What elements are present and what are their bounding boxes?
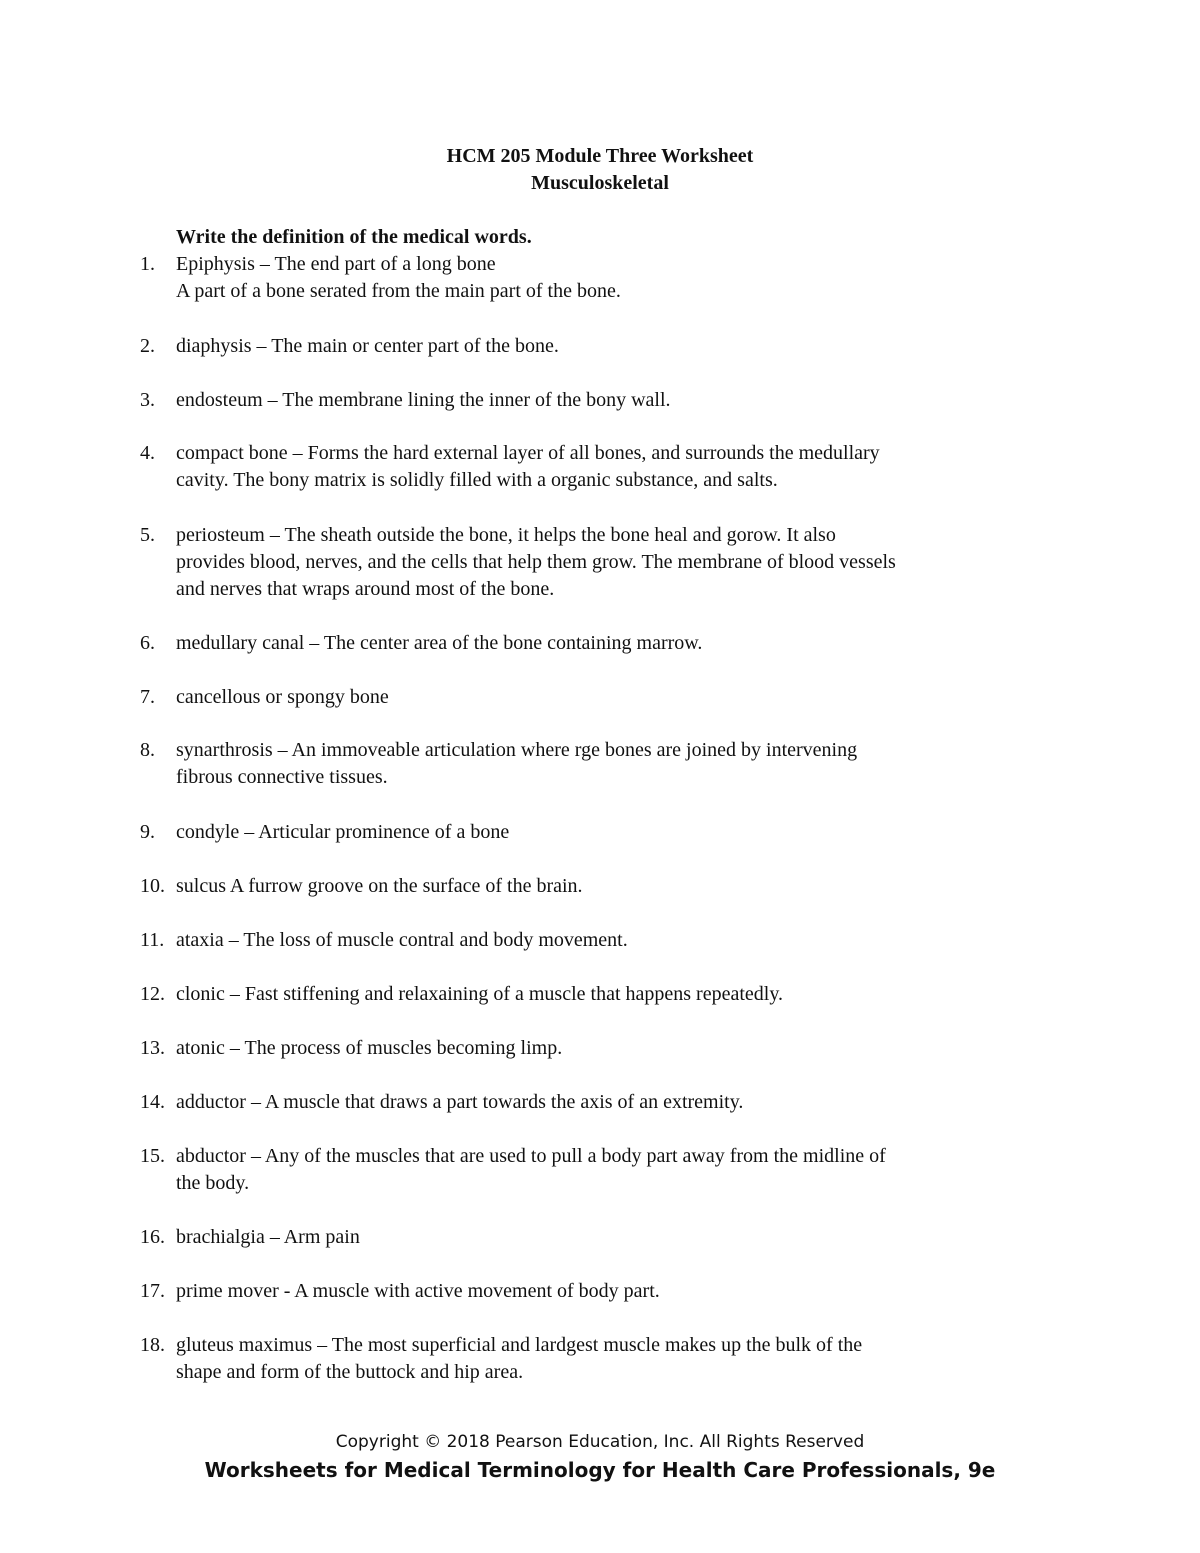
definition-line: sulcus A furrow groove on the surface of the brain. — [176, 875, 583, 897]
definition-line: the body. — [176, 1172, 250, 1194]
list-item — [140, 440, 1030, 494]
item-definition — [176, 737, 1030, 791]
definition-line: prime mover - A muscle with active movement of body part. — [176, 1280, 660, 1302]
list-item — [140, 873, 1030, 900]
item-definition — [176, 1035, 1030, 1062]
list-item — [140, 1224, 1030, 1251]
definition-line: abductor – Any of the muscles that are used to pull a body part away from the midline of — [176, 1145, 886, 1167]
definition-line: adductor – A muscle that draws a part towards the axis of an extremity. — [176, 1091, 744, 1113]
definition-line: Epiphysis – The end part of a long bone — [176, 253, 496, 275]
definition-line: medullary canal – The center area of the bone containing marrow. — [176, 632, 703, 654]
definition-line: clonic – Fast stiffening and relaxaining of a muscle that happens repeatedly. — [176, 983, 784, 1005]
item-number: 4. — [140, 442, 155, 464]
definition-line: ataxia – The loss of muscle contral and body movement. — [176, 929, 628, 951]
definition-line: A part of a bone serated from the main part of the bone. — [176, 280, 621, 302]
item-number: 3. — [140, 389, 155, 411]
list-item — [140, 387, 1030, 414]
item-number: 16. — [140, 1226, 165, 1248]
page-title: HCM 205 Module Three Worksheet — [446, 145, 754, 167]
item-number: 11. — [140, 929, 165, 951]
list-item — [140, 630, 1030, 657]
instructions: Write the definition of the medical words. — [176, 226, 532, 248]
definition-line: provides blood, nerves, and the cells that help them grow. The membrane of blood vessels — [176, 551, 896, 573]
item-definition — [176, 981, 1030, 1008]
item-definition — [176, 387, 1030, 414]
list-item — [140, 737, 1030, 791]
definition-line: synarthrosis – An immoveable articulation where rge bones are joined by intervening — [176, 739, 858, 761]
item-definition — [176, 1278, 1030, 1305]
item-number: 18. — [140, 1334, 165, 1356]
item-definition — [176, 1089, 1030, 1116]
definition-line: condyle – Articular prominence of a bone — [176, 821, 510, 843]
list-item — [140, 251, 1030, 305]
definition-line: fibrous connective tissues. — [176, 766, 388, 788]
list-item — [140, 1278, 1030, 1305]
list-item — [140, 1035, 1030, 1062]
definition-line: gluteus maximus – The most superficial and lardgest muscle makes up the bulk of the — [176, 1334, 863, 1356]
definition-line: and nerves that wraps around most of the bone. — [176, 578, 555, 600]
item-number: 14. — [140, 1091, 165, 1113]
item-number: 9. — [140, 821, 155, 843]
item-definition — [176, 630, 1030, 657]
definition-line: cancellous or spongy bone — [176, 686, 389, 708]
item-number: 17. — [140, 1280, 165, 1302]
item-number: 6. — [140, 632, 155, 654]
item-definition — [176, 873, 1030, 900]
list-item — [140, 684, 1030, 711]
item-number: 1. — [140, 253, 155, 275]
definition-line: endosteum – The membrane lining the inner of the bony wall. — [176, 389, 671, 411]
title-block — [0, 143, 1200, 197]
item-number: 10. — [140, 875, 165, 897]
item-number: 15. — [140, 1145, 165, 1167]
item-number: 7. — [140, 686, 155, 708]
definition-line: atonic – The process of muscles becoming limp. — [176, 1037, 563, 1059]
definition-line: diaphysis – The main or center part of the bone. — [176, 335, 559, 357]
list-item — [140, 522, 1030, 603]
definition-line: cavity. The bony matrix is solidly filled with a organic substance, and salts. — [176, 469, 778, 491]
item-number: 2. — [140, 335, 155, 357]
item-definition — [176, 333, 1030, 360]
list-item — [140, 1089, 1030, 1116]
list-item — [140, 333, 1030, 360]
item-number: 8. — [140, 739, 155, 761]
book-title-footer: Worksheets for Medical Terminology for Health Care Professionals, 9e — [204, 1458, 996, 1482]
definition-line: shape and form of the buttock and hip area. — [176, 1361, 524, 1383]
list-item — [140, 1143, 1030, 1197]
item-definition — [176, 819, 1030, 846]
item-definition — [176, 684, 1030, 711]
item-number: 12. — [140, 983, 165, 1005]
item-definition — [176, 251, 1030, 305]
definition-line: periosteum – The sheath outside the bone, it helps the bone heal and gorow. It also — [176, 524, 836, 546]
item-definition — [176, 522, 1030, 603]
page-subtitle: Musculoskeletal — [531, 172, 669, 194]
item-definition — [176, 927, 1030, 954]
definition-line: compact bone – Forms the hard external layer of all bones, and surrounds the medullary — [176, 442, 880, 464]
list-item — [140, 819, 1030, 846]
list-item — [140, 981, 1030, 1008]
list-item — [140, 1332, 1030, 1386]
item-definition — [176, 1143, 1030, 1197]
item-number: 5. — [140, 524, 155, 546]
definition-line: brachialgia – Arm pain — [176, 1226, 360, 1248]
item-definition — [176, 1332, 1030, 1386]
item-definition — [176, 440, 1030, 494]
item-definition — [176, 1224, 1030, 1251]
list-item — [140, 927, 1030, 954]
item-number: 13. — [140, 1037, 165, 1059]
copyright-footer: Copyright © 2018 Pearson Education, Inc. All Rights Reserved — [335, 1432, 865, 1452]
